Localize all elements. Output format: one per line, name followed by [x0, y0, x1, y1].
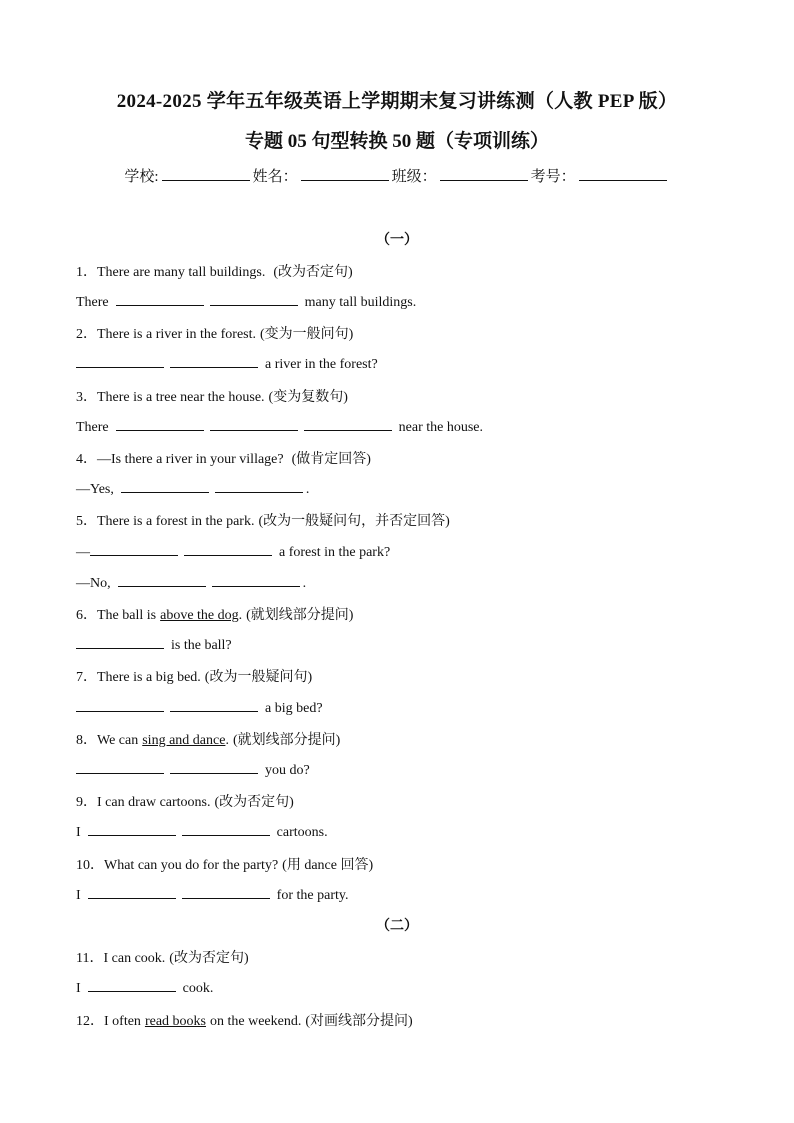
question-instruction: (变为复数句) [268, 390, 348, 405]
question-1 [76, 261, 353, 281]
answer-suffix: you do? [265, 763, 310, 778]
question-2 [76, 323, 353, 343]
question-9 [76, 791, 294, 811]
question-number: 1． [76, 265, 97, 280]
answer-blank[interactable] [121, 479, 209, 493]
name-label: 姓名： [252, 169, 298, 185]
question-instruction: (就划线部分提问) [246, 608, 354, 623]
question-number: 7． [76, 670, 97, 685]
answer-line-6 [76, 635, 232, 654]
class-field[interactable] [440, 166, 528, 181]
exam-no-label: 考号： [530, 169, 576, 185]
question-text: The ball is [97, 608, 157, 623]
answer-suffix: for the party. [276, 888, 349, 903]
answer-line-5b [76, 573, 306, 592]
exam-no-field[interactable] [579, 166, 667, 181]
answer-prefix: I [76, 981, 81, 996]
answer-line-4 [76, 479, 309, 498]
question-instruction: (就划线部分提问) [232, 733, 341, 748]
answer-suffix: cook. [182, 981, 214, 996]
answer-blank[interactable] [170, 760, 258, 774]
answer-blank[interactable] [76, 635, 164, 649]
question-instruction: (改为否定句) [169, 951, 249, 966]
question-instruction: (改为一般疑问句) [204, 670, 313, 685]
answer-blank[interactable] [118, 573, 206, 587]
question-text: There are many tall buildings. [97, 265, 266, 280]
question-4 [76, 448, 371, 468]
question-instruction: (用 dance 回答) [282, 858, 374, 873]
question-instruction: (改为一般疑问句，并否定回答) [258, 514, 450, 529]
name-field[interactable] [301, 166, 389, 181]
answer-prefix: I [76, 825, 81, 840]
answer-suffix: near the house. [398, 420, 484, 435]
question-text: I can cook. [103, 951, 166, 966]
question-text: There is a tree near the house. [97, 390, 265, 405]
answer-blank[interactable] [210, 292, 298, 306]
answer-blank[interactable] [210, 417, 298, 431]
question-7 [76, 666, 312, 686]
question-instruction: (改为否定句) [214, 795, 294, 810]
underlined-text: sing and dance [142, 733, 226, 748]
question-6 [76, 604, 353, 624]
question-text: —Is there a river in your village? [97, 452, 284, 467]
question-12 [76, 1010, 413, 1030]
answer-line-5a [76, 542, 390, 561]
answer-blank[interactable] [88, 822, 176, 836]
question-instruction: (变为一般问句) [260, 327, 354, 342]
question-number: 5． [76, 514, 97, 529]
answer-line-11 [76, 978, 213, 997]
question-number: 11． [76, 951, 104, 966]
answer-line-3 [76, 417, 483, 436]
answer-suffix: a river in the forest? [265, 357, 378, 372]
section-heading-2: （二） [376, 919, 418, 934]
answer-prefix: I [76, 888, 81, 903]
school-label: 学校: [124, 169, 159, 185]
question-number: 12． [76, 1014, 104, 1029]
answer-suffix: a forest in the park? [279, 545, 391, 560]
question-text: . [238, 608, 243, 623]
answer-suffix: . [305, 482, 310, 497]
answer-prefix: There [76, 295, 109, 310]
answer-blank[interactable] [184, 542, 272, 556]
answer-blank[interactable] [90, 542, 178, 556]
answer-blank[interactable] [212, 573, 300, 587]
answer-line-8 [76, 760, 310, 779]
answer-blank[interactable] [170, 698, 258, 712]
answer-line-1 [76, 292, 416, 311]
answer-prefix: — [76, 545, 90, 560]
question-text: There is a river in the forest. [97, 327, 256, 342]
question-text: There is a big bed. [97, 670, 201, 685]
answer-line-10 [76, 885, 348, 904]
answer-suffix: . [302, 576, 307, 591]
answer-blank[interactable] [116, 292, 204, 306]
school-field[interactable] [162, 166, 250, 181]
answer-prefix: —Yes, [76, 482, 114, 497]
question-number: 10． [76, 858, 104, 873]
question-text: I often [104, 1014, 141, 1029]
answer-blank[interactable] [304, 417, 392, 431]
answer-blank[interactable] [215, 479, 303, 493]
answer-blank[interactable] [88, 978, 176, 992]
question-10 [76, 854, 373, 874]
page-subtitle: 专题 05 句型转换 50 题（专项训练） [244, 131, 549, 152]
answer-line-2 [76, 354, 378, 373]
answer-blank[interactable] [182, 822, 270, 836]
question-11 [76, 947, 249, 967]
question-text: We can [97, 733, 139, 748]
answer-suffix: many tall buildings. [304, 295, 417, 310]
page-title: 2024-2025 学年五年级英语上学期期末复习讲练测（人教 PEP 版） [116, 91, 678, 112]
answer-prefix: —No, [76, 576, 111, 591]
class-label: 班级： [391, 169, 437, 185]
answer-blank[interactable] [170, 354, 258, 368]
answer-blank[interactable] [76, 698, 164, 712]
question-text: What can you do for the party? [104, 858, 279, 873]
question-number: 9． [76, 795, 97, 810]
question-number: 2． [76, 327, 97, 342]
answer-blank[interactable] [182, 885, 270, 899]
answer-blank[interactable] [116, 417, 204, 431]
student-info-line [0, 165, 794, 186]
answer-suffix: is the ball? [171, 638, 232, 653]
question-5 [76, 510, 450, 530]
answer-blank[interactable] [76, 354, 164, 368]
section-heading-1: （一） [376, 233, 418, 248]
answer-blank[interactable] [76, 760, 164, 774]
answer-line-7 [76, 698, 323, 717]
question-text: on the weekend. [209, 1014, 302, 1029]
question-8 [76, 729, 340, 749]
question-3 [76, 386, 348, 406]
question-number: 6． [76, 608, 97, 623]
answer-prefix: There [76, 420, 109, 435]
question-text: I can draw cartoons. [97, 795, 211, 810]
question-number: 4． [76, 452, 97, 467]
question-number: 3． [76, 390, 97, 405]
question-text: . [225, 733, 229, 748]
answer-line-9 [76, 822, 328, 841]
question-number: 8． [76, 733, 97, 748]
answer-blank[interactable] [88, 885, 176, 899]
underlined-text: read books [144, 1014, 206, 1029]
question-instruction: (做肯定回答) [291, 452, 371, 467]
question-instruction: (改为否定句) [273, 265, 353, 280]
answer-suffix: a big bed? [265, 701, 323, 716]
question-instruction: (对画线部分提问) [305, 1014, 413, 1029]
answer-suffix: cartoons. [276, 825, 328, 840]
question-text: There is a forest in the park. [97, 514, 255, 529]
underlined-text: above the dog [160, 608, 239, 623]
